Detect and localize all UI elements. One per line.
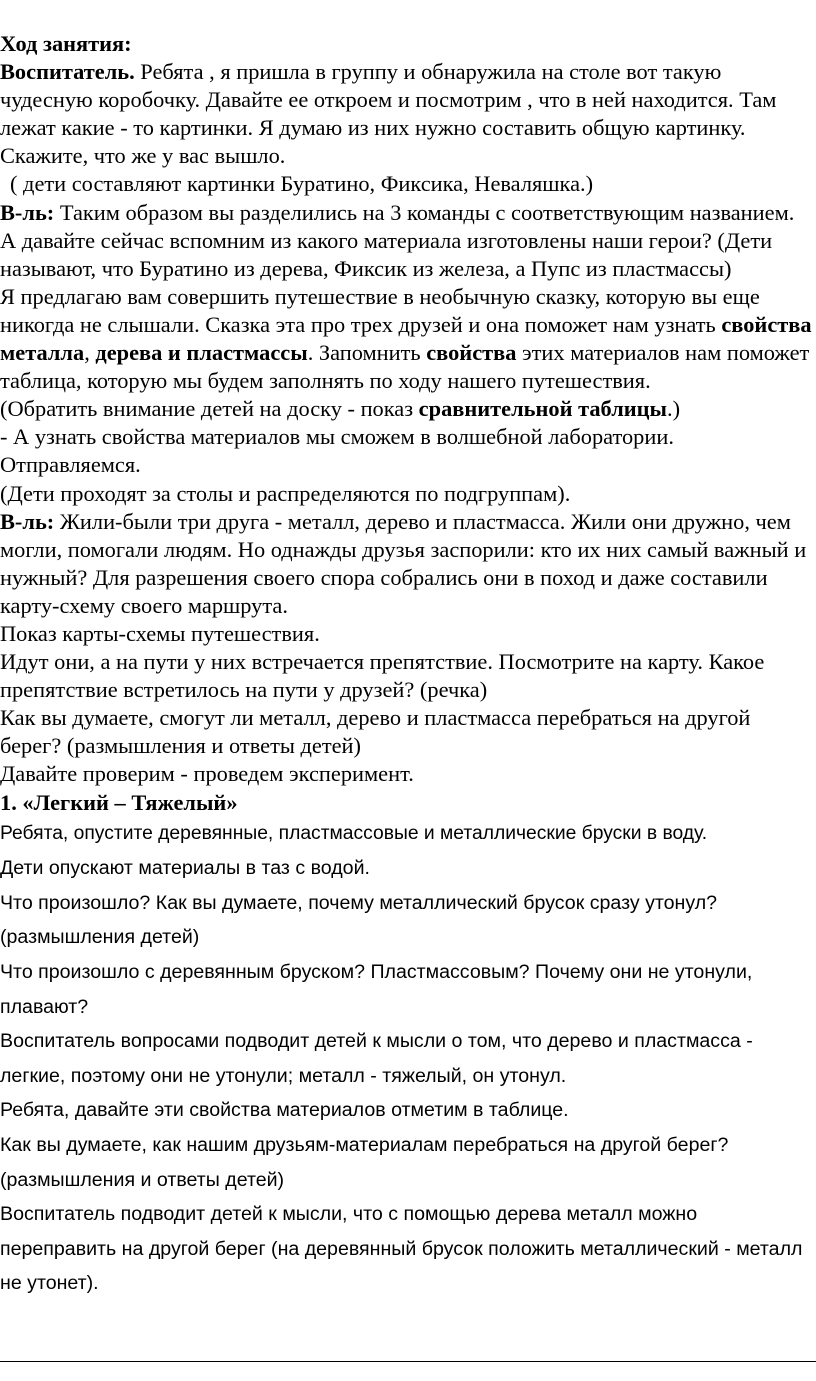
paragraph-other-bank: Как вы думаете, смогут ли металл, дерево и пластмасса перебраться на другой берег? (размышления и ответы детей) <box>0 705 751 759</box>
paragraph-teams: В-ль: Таким образом вы разделились на 3 команды с соответствующим названием. <box>0 199 795 225</box>
paragraph-three-friends: В-ль: Жили-были три друга - металл, дерево и пластмасса. Жили они дружно, чем могли, помогали людям. Но однажды друзья заспорили: кто их них самый важный и нужный? Для разрешения своего спора собрались они в поход и даже составили карту-схему своего маршрута. <box>0 508 807 618</box>
paragraph-map-show: Показ карты-схемы путешествия. <box>0 620 320 646</box>
paragraph-wooden-bar: Что произошло с деревянным бруском? Пластмассовым? Почему они не утонули, плавают? <box>0 961 753 1018</box>
lesson-heading: Ход занятия: <box>0 31 132 56</box>
speaker-label: В-ль: <box>0 508 55 534</box>
paragraph-board: (Обратить внимание детей на доску - показ сравнительной таблицы.) <box>0 396 681 422</box>
paragraph-light-heavy: Воспитатель вопросами подводит детей к мысли о том, что дерево и пластмасса - легкие, поэтому они не утонули; металл - тяжелый, он утонул. <box>0 1030 753 1087</box>
paragraph-table-note: Ребята, давайте эти свойства материалов отметим в таблице. <box>0 1099 569 1122</box>
paragraph-experiment: Давайте проверим - проведем эксперимент. <box>0 761 414 787</box>
speaker-label: Воспитатель. <box>0 59 135 85</box>
paragraph-subgroups: (Дети проходят за столы и распределяются по подгруппам). <box>0 480 571 506</box>
paragraph-bars-in-water: Ребята, опустите деревянные, пластмассовые и металлические бруски в воду. <box>0 822 708 844</box>
paragraph-cross-question: Как вы думаете, как нашим друзьям-материалам перебраться на другой берег? (размышления и ответы детей) <box>0 1133 729 1191</box>
paragraph-conclusion: Воспитатель подводит детей к мысли, что с помощью дерева металл можно переправить на другой берег (на деревянный брусок положить металлический - металл не утонет). <box>0 1203 803 1295</box>
section-title: 1. «Легкий – Тяжелый» <box>0 789 238 815</box>
paragraph-children-pictures: ( дети составляют картинки Буратино, Фиксика, Неваляшка.) <box>10 171 594 197</box>
paragraph-intro: Воспитатель. Ребята , я пришла в группу и обнаружила на столе вот такую чудесную коробочку. Давайте ее откроем и посмотрим , что в ней находится. Там лежат какие - то картинки. Я думаю из них нужно составить общую картинку. Скажите, что же у вас вышло. <box>0 59 777 169</box>
paragraph-materials-question: А давайте сейчас вспомним из какого материала изготовлены наши герои? (Дети называют, что Буратино из дерева, Фиксик из железа, а Пупс из пластмассы) <box>0 227 773 281</box>
paragraph-basin: Дети опускают материалы в таз с водой. <box>0 857 370 880</box>
page-bottom-rule <box>0 1361 816 1362</box>
paragraph-obstacle: Идут они, а на пути у них встречается препятствие. Посмотрите на карту. Какое препятствие встретилось на пути у друзей? (речка) <box>0 649 765 703</box>
document-page <box>0 30 816 1301</box>
paragraph-laboratory: - А узнать свойства материалов мы сможем в волшебной лаборатории. Отправляемся. <box>0 424 674 478</box>
speaker-label: В-ль: <box>0 199 55 225</box>
paragraph-what-happened: Что произошло? Как вы думаете, почему металлический брусок сразу утонул? (размышления детей) <box>0 891 718 949</box>
paragraph-journey: Я предлагаю вам совершить путешествие в необычную сказку, которую вы еще никогда не слышали. Сказка эта про трех друзей и она поможет нам узнать свойства металла, дерева и пластмассы. Запомнить свойства этих материалов нам поможет таблица, которую мы будем заполнять по ходу нашего путешествия. <box>0 283 812 394</box>
